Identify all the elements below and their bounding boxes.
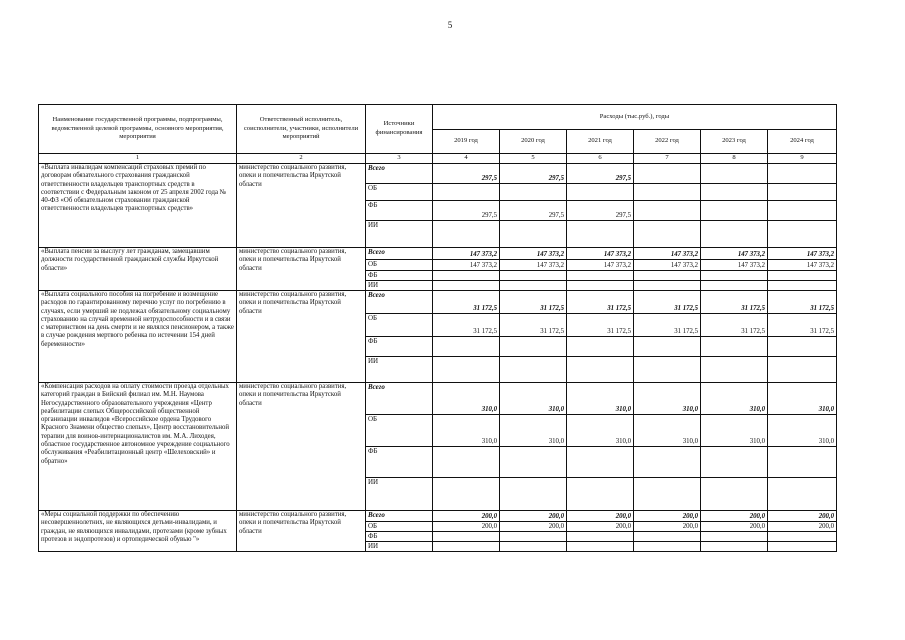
header-year: 2024 год — [768, 130, 837, 154]
expense-value — [500, 281, 567, 291]
expense-value: 200,0 — [768, 522, 837, 532]
expense-value: 310,0 — [500, 415, 567, 447]
expense-value — [433, 271, 500, 281]
funding-source-label: ФБ — [366, 447, 433, 478]
expense-value: 310,0 — [768, 415, 837, 447]
expense-value — [567, 271, 634, 281]
header-year: 2019 год — [433, 130, 500, 154]
expense-value — [701, 478, 768, 511]
responsible-executor: министерство социального развития, опеки и попечительства Иркутской области — [237, 291, 366, 383]
expense-value: 31 172,5 — [701, 291, 768, 314]
expense-value — [701, 337, 768, 357]
expense-value: 147 373,2 — [768, 248, 837, 260]
funding-source-label: Всего — [366, 383, 433, 415]
column-number: 9 — [768, 154, 837, 164]
column-number: 5 — [500, 154, 567, 164]
funding-source-label: ИИ — [366, 478, 433, 511]
expense-value — [701, 184, 768, 201]
expense-value — [433, 532, 500, 542]
expense-value: 297,5 — [500, 201, 567, 221]
expense-value: 200,0 — [701, 522, 768, 532]
funding-source-label: ОБ — [366, 314, 433, 337]
funding-source-label: ФБ — [366, 271, 433, 281]
header-year: 2021 год — [567, 130, 634, 154]
table-row — [39, 248, 837, 260]
expense-value — [500, 447, 567, 478]
expense-value — [567, 337, 634, 357]
funding-source-label: Всего — [366, 291, 433, 314]
header-year: 2022 год — [634, 130, 701, 154]
measure-name: «Выплата социального пособия на погребение и возмещение расходов по гарантированному перечню услуг по погребению в случаях, если умерший не подлежал обязательному социальному страхованию на случай временной нетрудоспособности и в связи с материнством на день смерти и не являлся пенсионером, а также в случае рождения мертвого ребенка по истечении 154 дней беременности» — [39, 291, 237, 383]
expense-value — [567, 532, 634, 542]
funding-source-label: Всего — [366, 511, 433, 522]
expense-value: 200,0 — [701, 511, 768, 522]
expense-value: 310,0 — [500, 383, 567, 415]
expense-value: 31 172,5 — [701, 314, 768, 337]
header-program-name: Наименование государственной программы, подпрограммы, ведомственной целевой программы, основного мероприятия, мероприятия — [39, 105, 237, 154]
expense-value — [634, 447, 701, 478]
expense-value — [768, 447, 837, 478]
expense-value: 31 172,5 — [768, 291, 837, 314]
column-number: 1 — [39, 154, 237, 164]
expense-value: 31 172,5 — [634, 314, 701, 337]
expense-value: 310,0 — [701, 383, 768, 415]
measure-name: «Выплата инвалидам компенсаций страховых премий по договорам обязательного страхования гражданской ответственности владельцев транспортных средств в соответствии с Федеральным законом от 25 апреля 2002 года № 40-ФЗ «Об обязательном страховании гражданской ответственности владельцев транспортных средств» — [39, 164, 237, 248]
expense-value — [634, 357, 701, 383]
expense-value — [433, 542, 500, 552]
header-expenses: Расходы (тыс.руб.), годы — [433, 105, 837, 130]
expense-value: 297,5 — [567, 164, 634, 184]
header-year: 2020 год — [500, 130, 567, 154]
expense-value — [768, 281, 837, 291]
column-number: 6 — [567, 154, 634, 164]
expense-value — [768, 532, 837, 542]
expense-value: 31 172,5 — [634, 291, 701, 314]
expense-value: 147 373,2 — [500, 248, 567, 260]
expense-value — [701, 357, 768, 383]
expense-value: 147 373,2 — [701, 248, 768, 260]
responsible-executor: министерство социального развития, опеки и попечительства Иркутской области — [237, 383, 366, 511]
expense-value — [500, 478, 567, 511]
expense-value: 147 373,2 — [701, 260, 768, 271]
expense-value: 310,0 — [433, 415, 500, 447]
expense-value: 31 172,5 — [567, 291, 634, 314]
responsible-executor: министерство социального развития, опеки и попечительства Иркутской области — [237, 511, 366, 552]
column-number: 2 — [237, 154, 366, 164]
table-row — [39, 383, 837, 415]
funding-source-label: ИИ — [366, 221, 433, 248]
expense-value: 31 172,5 — [433, 291, 500, 314]
expense-value: 147 373,2 — [768, 260, 837, 271]
expense-value — [567, 542, 634, 552]
table-row — [39, 164, 837, 184]
expense-value — [768, 221, 837, 248]
expense-value: 200,0 — [433, 522, 500, 532]
expense-value — [768, 201, 837, 221]
expense-value — [567, 357, 634, 383]
table-row — [39, 291, 837, 314]
measure-name: «Компенсация расходов на оплату стоимости проезда отдельных категорий граждан в Бийский филиал им. М.Н. Наумова Негосударственного образовательного учреждения «Центр реабилитации слепых Общероссийской общественной организации инвалидов «Всероссийское ордена Трудового Красного Знамени общество слепых», Центр восстановительной терапии для воинов-интернационалистов им. М.А. Лиходея, областное государственное автономное учреждение социального обслуживания «Реабилитационный центр «Шелеховский» и обратно» — [39, 383, 237, 511]
expense-value: 147 373,2 — [433, 260, 500, 271]
expense-value — [634, 478, 701, 511]
expense-value: 200,0 — [634, 522, 701, 532]
expense-value: 200,0 — [634, 511, 701, 522]
funding-source-label: ФБ — [366, 337, 433, 357]
header-funding-source: Источники финансирования — [366, 105, 433, 154]
expense-value — [701, 221, 768, 248]
expense-value — [701, 271, 768, 281]
expense-value: 310,0 — [701, 415, 768, 447]
expense-value — [500, 357, 567, 383]
funding-source-label: ИИ — [366, 357, 433, 383]
funding-source-label: ИИ — [366, 281, 433, 291]
expense-value — [567, 281, 634, 291]
expense-value: 200,0 — [768, 511, 837, 522]
expense-value: 310,0 — [634, 383, 701, 415]
funding-source-label: ФБ — [366, 532, 433, 542]
expense-value — [567, 447, 634, 478]
expense-value — [768, 271, 837, 281]
expense-value: 200,0 — [500, 522, 567, 532]
column-number-row — [39, 154, 837, 164]
measure-name: «Меры социальной поддержки по обеспечению несовершеннолетних, не являющихся детьми-инвалидами, и граждан, не являющихся инвалидами, протезами (кроме зубных протезов и эндопротезов) и ортопедической обувью "» — [39, 511, 237, 552]
expense-value: 147 373,2 — [634, 248, 701, 260]
expense-value — [500, 221, 567, 248]
funding-source-label: Всего — [366, 164, 433, 184]
expense-value — [567, 221, 634, 248]
expense-value — [634, 221, 701, 248]
expense-value — [634, 184, 701, 201]
expense-value — [433, 337, 500, 357]
expense-value: 310,0 — [567, 383, 634, 415]
funding-source-label: ОБ — [366, 415, 433, 447]
header-row-1 — [39, 105, 837, 130]
table-body — [39, 105, 837, 552]
expense-value: 200,0 — [567, 511, 634, 522]
expense-value — [701, 164, 768, 184]
expense-value — [768, 164, 837, 184]
page-number: 5 — [447, 20, 453, 30]
expense-value — [768, 478, 837, 511]
responsible-executor: министерство социального развития, опеки и попечительства Иркутской области — [237, 248, 366, 291]
expense-value — [500, 337, 567, 357]
expense-value: 200,0 — [567, 522, 634, 532]
expense-value: 200,0 — [433, 511, 500, 522]
expense-value — [701, 447, 768, 478]
expense-value — [433, 447, 500, 478]
expense-value: 297,5 — [500, 164, 567, 184]
expense-value: 147 373,2 — [567, 260, 634, 271]
expense-value: 147 373,2 — [500, 260, 567, 271]
expense-value — [768, 542, 837, 552]
expense-value: 200,0 — [500, 511, 567, 522]
expense-value — [634, 281, 701, 291]
expense-value: 310,0 — [634, 415, 701, 447]
column-number: 8 — [701, 154, 768, 164]
column-number: 7 — [634, 154, 701, 164]
expense-value: 310,0 — [567, 415, 634, 447]
expense-value — [634, 201, 701, 221]
funding-source-label: ОБ — [366, 184, 433, 201]
expense-value: 297,5 — [567, 201, 634, 221]
column-number: 3 — [366, 154, 433, 164]
expense-value — [701, 201, 768, 221]
expense-value: 310,0 — [433, 383, 500, 415]
expense-value — [433, 478, 500, 511]
expense-value — [433, 357, 500, 383]
table-row — [39, 511, 837, 522]
expense-value: 310,0 — [768, 383, 837, 415]
funding-source-label: ОБ — [366, 522, 433, 532]
header-executor: Ответственный исполнитель, соисполнители, участники, исполнители мероприятий — [237, 105, 366, 154]
expense-value — [433, 221, 500, 248]
funding-source-label: Всего — [366, 248, 433, 260]
expense-value: 31 172,5 — [567, 314, 634, 337]
expense-value — [701, 281, 768, 291]
expense-value: 31 172,5 — [433, 314, 500, 337]
column-number: 4 — [433, 154, 500, 164]
expense-value — [433, 281, 500, 291]
expense-value — [500, 184, 567, 201]
expense-value: 297,5 — [433, 201, 500, 221]
funding-source-label: ИИ — [366, 542, 433, 552]
expense-value — [634, 271, 701, 281]
expense-value — [500, 271, 567, 281]
expense-value — [634, 532, 701, 542]
measure-name: «Выплата пенсии за выслугу лет гражданам, замещавшим должности государственной гражданской службы Иркутской области» — [39, 248, 237, 291]
expense-value: 31 172,5 — [500, 314, 567, 337]
expense-value: 297,5 — [433, 164, 500, 184]
header-year: 2023 год — [701, 130, 768, 154]
expense-value — [701, 542, 768, 552]
expense-value: 31 172,5 — [768, 314, 837, 337]
expense-value — [768, 184, 837, 201]
expense-value — [768, 357, 837, 383]
expense-value — [433, 184, 500, 201]
expense-value: 147 373,2 — [433, 248, 500, 260]
expense-value — [500, 532, 567, 542]
expense-value — [768, 337, 837, 357]
expense-value — [567, 184, 634, 201]
responsible-executor: министерство социального развития, опеки и попечительства Иркутской области — [237, 164, 366, 248]
expense-value — [634, 337, 701, 357]
expense-value — [567, 478, 634, 511]
expense-value — [634, 542, 701, 552]
funding-source-label: ОБ — [366, 260, 433, 271]
funding-source-label: ФБ — [366, 201, 433, 221]
expense-value — [634, 164, 701, 184]
expense-value: 147 373,2 — [634, 260, 701, 271]
expense-value: 147 373,2 — [567, 248, 634, 260]
expense-value — [500, 542, 567, 552]
expense-value: 31 172,5 — [500, 291, 567, 314]
expense-value — [701, 532, 768, 542]
expenses-table — [38, 104, 837, 552]
